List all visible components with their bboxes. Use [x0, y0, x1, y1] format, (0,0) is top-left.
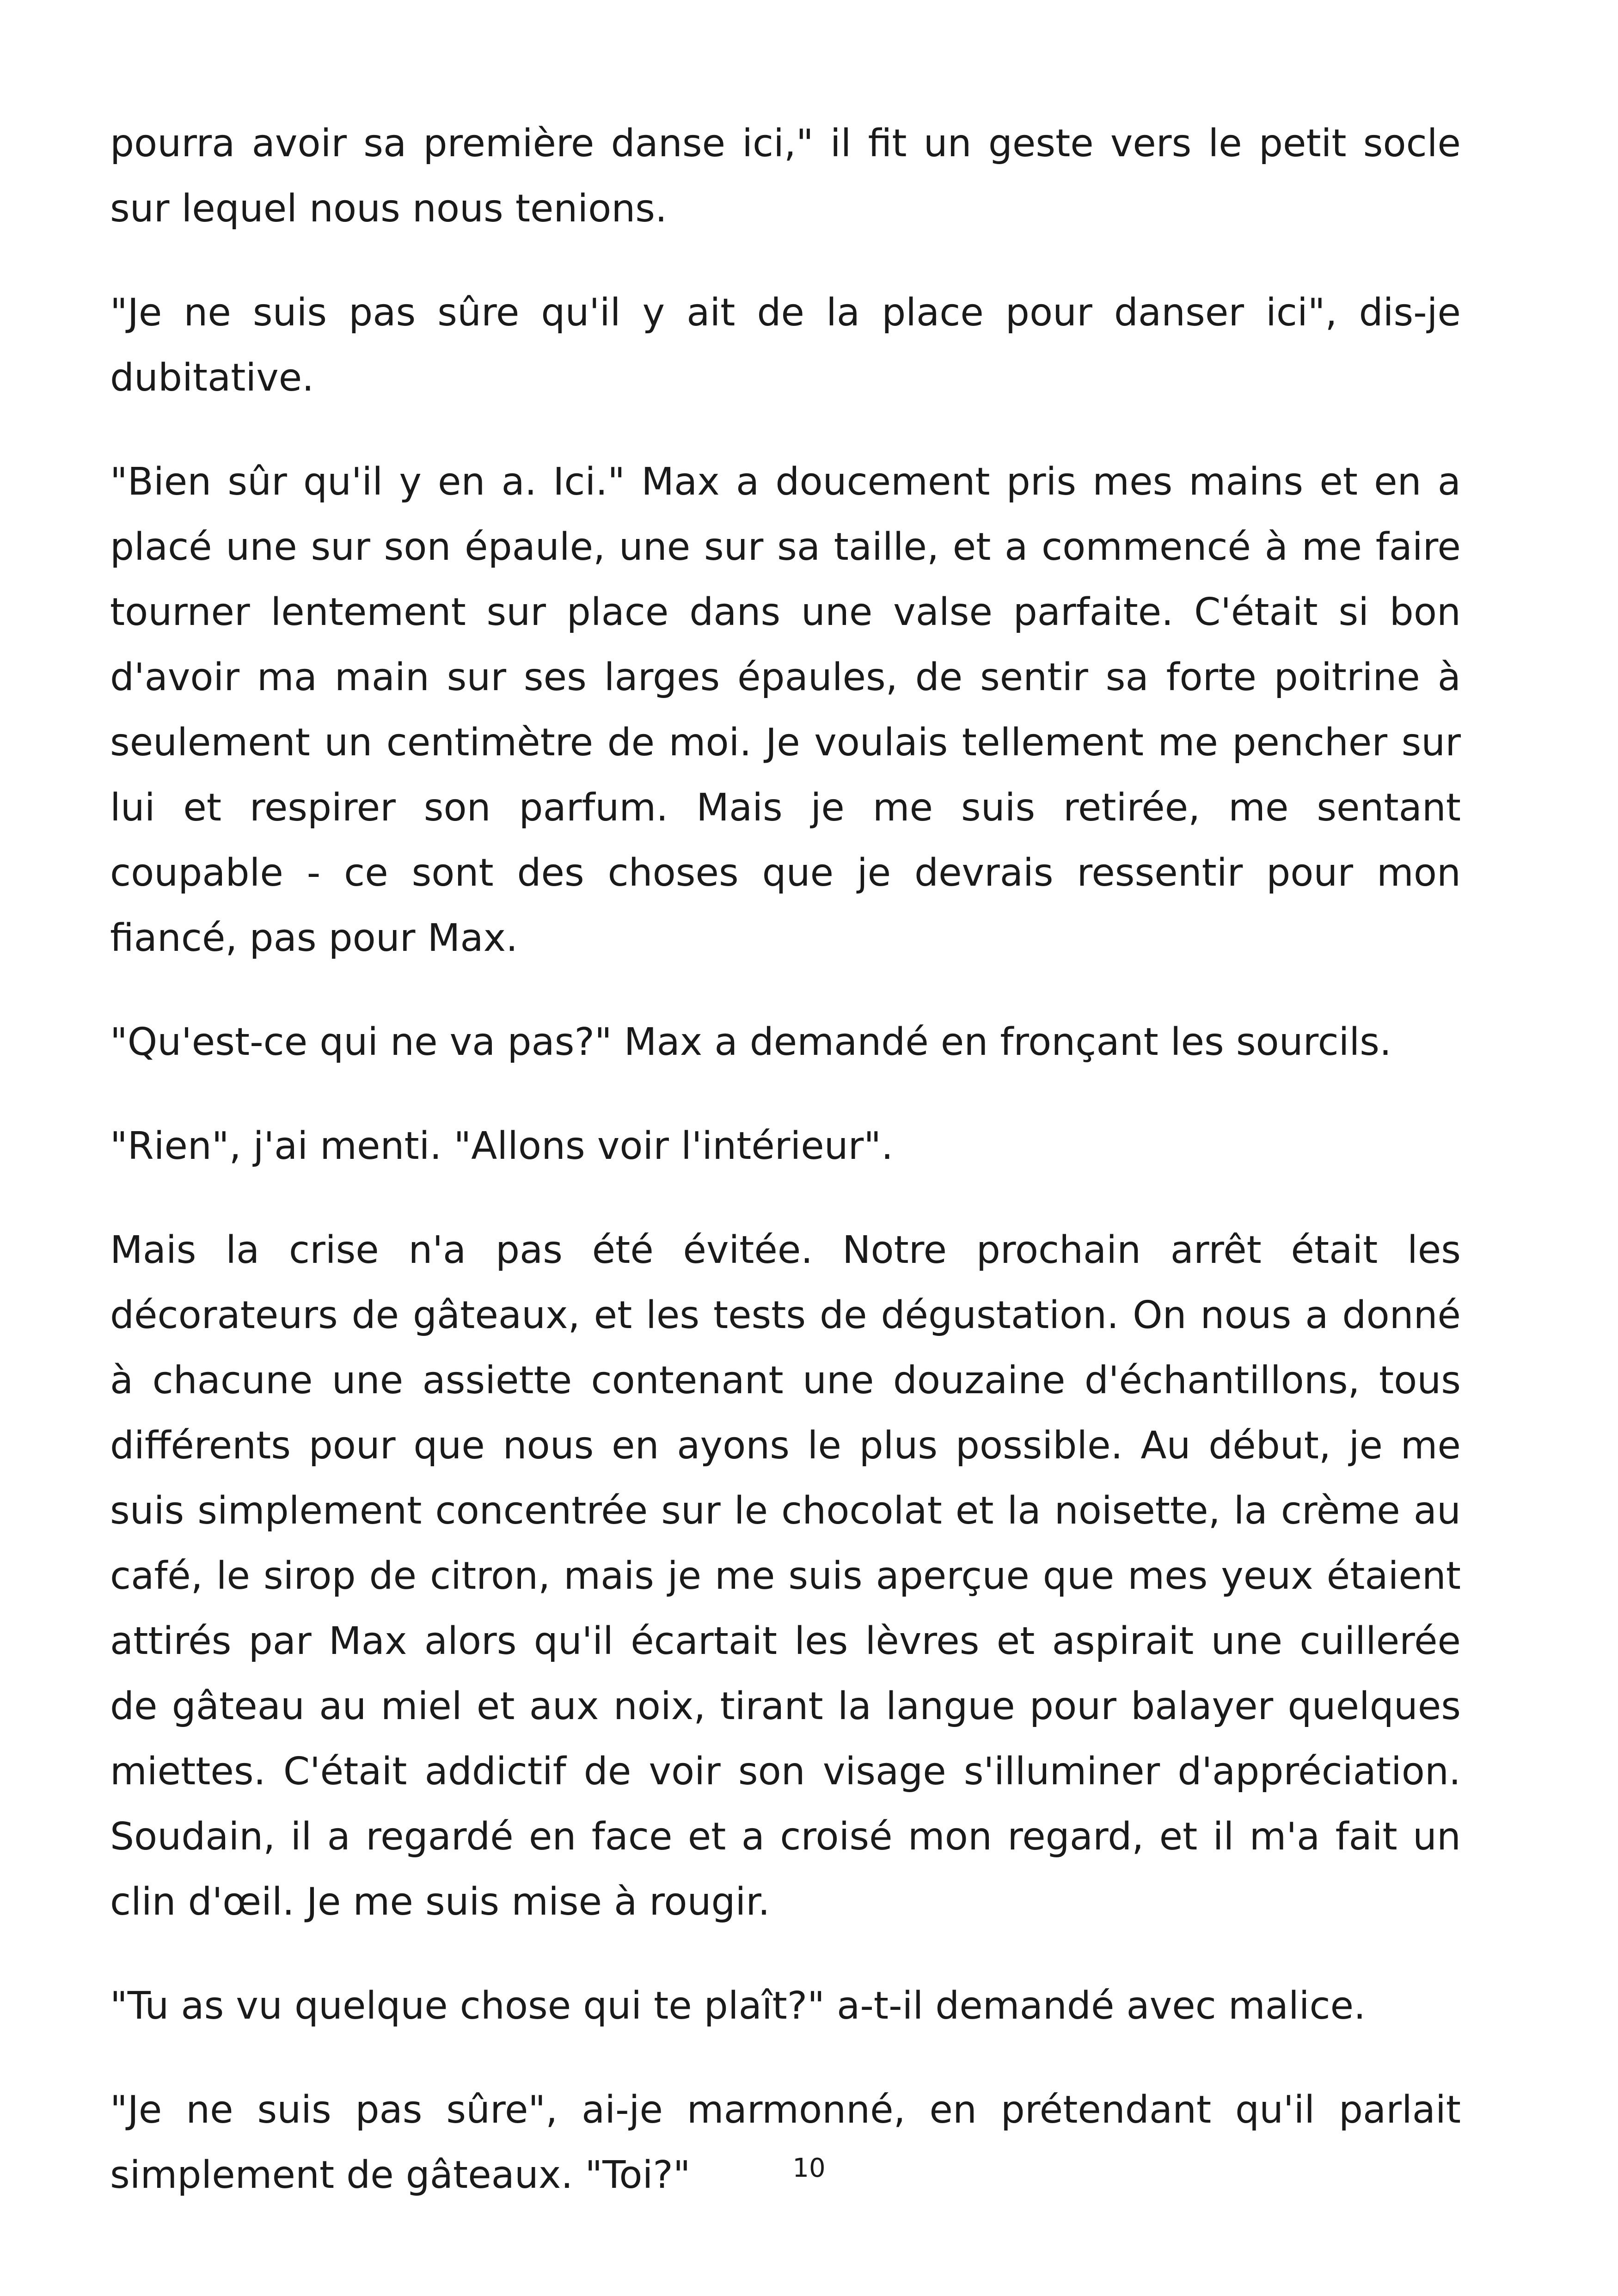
paragraph: "Qu'est-ce qui ne va pas?" Max a demandé en fronçant les sourcils. [110, 1020, 1392, 1064]
paragraph: Mais la crise n'a pas été évitée. Notre prochain arrêt était les décorateurs de gâteaux, et les tests de dégustation. On nous a donné à chacune une assiette contenant une douzaine d'échantillons, tous différents pour que nous en ayons le plus possible. Au début, je me suis simplement concentrée sur le chocolat et la noisette, la crème au café, le sirop de citron, mais je me suis aperçue que mes yeux étaient attirés par Max alors qu'il écartait les lèvres et aspirait une cuillerée de gâteau au miel et aux noix, tirant la langue pour balayer quelques miettes. C'était addictif de voir son visage s'illuminer d'appréciation. Soudain, il a regardé en face et a croisé mon regard, et il m'a fait un clin d'œil. Je me suis mise à rougir. [110, 1228, 1461, 1924]
paragraph: "Rien", j'ai menti. "Allons voir l'intérieur". [110, 1124, 894, 1168]
paragraph: "Bien sûr qu'il y en a. Ici." Max a doucement pris mes mains et en a placé une sur son épaule, une sur sa taille, et a commencé à me faire tourner lentement sur place dans une valse parfaite. C'était si bon d'avoir ma main sur ses larges épaules, de sentir sa forte poitrine à seulement un centimètre de moi. Je voulais tellement me pencher sur lui et respirer son parfum. Mais je me suis retirée, me sentant coupable - ce sont des choses que je devrais ressentir pour mon fiancé, pas pour Max. [110, 460, 1461, 960]
paragraph: "Je ne suis pas sûre qu'il y ait de la place pour danser ici", dis-je dubitative. [110, 291, 1461, 400]
paragraph: "Tu as vu quelque chose qui te plaît?" a-t-il demandé avec malice. [110, 1984, 1366, 2028]
paragraph: pourra avoir sa première danse ici," il fit un geste vers le petit socle sur lequel nous nous tenions. [110, 122, 1461, 231]
page-number: 10 [792, 2153, 826, 2183]
document-body [110, 111, 1461, 2247]
paragraph: "Je ne suis pas sûre", ai-je marmonné, en prétendant qu'il parlait simplement de gâteaux. "Toi?" [110, 2088, 1461, 2197]
